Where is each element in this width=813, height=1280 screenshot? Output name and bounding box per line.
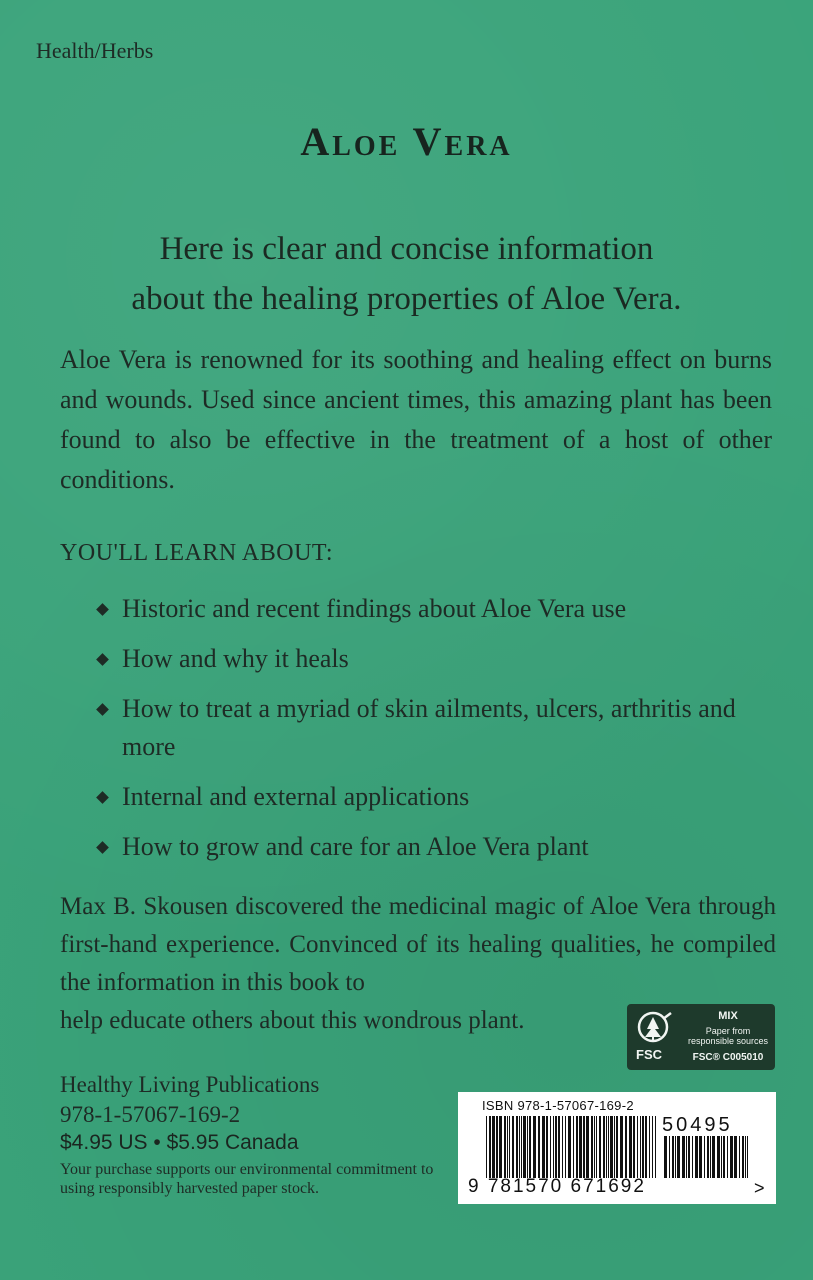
barcode-bar [521,1116,522,1178]
barcode-bar [594,1116,595,1178]
barcode-isbn-label: ISBN 978-1-57067-169-2 [482,1098,634,1113]
intro-tagline [40,224,773,324]
barcode-bar [672,1136,674,1178]
author-last-line: help educate others about this wondrous plant. [60,1007,525,1034]
barcode-bar [533,1116,536,1178]
barcode-bar [645,1116,647,1178]
environment-note: Your purchase supports our environmental commitment to using responsibly harvested paper stock. [60,1161,434,1197]
barcode-bar [695,1136,698,1178]
barcode-bar [625,1116,627,1178]
barcode-bar [562,1116,563,1178]
barcode-bar [555,1116,557,1178]
fsc-code: FSC® C005010 [692,1052,764,1063]
fsc-tree-logo-icon [633,1009,683,1065]
barcode-bar [504,1116,506,1178]
barcode-bar [591,1116,593,1178]
barcode-bar [573,1116,574,1178]
barcode-bar [747,1136,748,1178]
barcode-bar [606,1116,607,1178]
barcode-addon-bars [664,1136,748,1178]
barcode-bar [629,1116,632,1178]
barcode-bar [637,1116,638,1178]
barcode-bars [486,1116,656,1178]
learn-list-item [96,590,756,628]
learn-list-item [96,690,756,766]
barcode-bar [558,1116,560,1178]
barcode-bar [512,1116,514,1178]
learn-list [96,590,756,878]
barcode-bar [599,1116,601,1178]
barcode-bar [568,1116,571,1178]
barcode-bar [699,1136,702,1178]
barcode-bar [721,1136,722,1178]
intro-line-2: about the healing properties of Aloe Vera. [131,281,682,317]
barcode-bar [523,1116,526,1178]
barcode-bar [712,1136,715,1178]
barcode-bar [686,1136,687,1178]
barcode-bar [608,1116,609,1178]
learn-item-text: How and why it heals [122,644,349,673]
learn-heading: YOU'LL LEARN ABOUT: [60,540,334,566]
barcode-bar [704,1136,705,1178]
barcode-bar [734,1136,737,1178]
publisher-name: Healthy Living Publications [60,1072,320,1097]
barcode-bar [516,1116,518,1178]
barcode-bar [675,1136,676,1178]
barcode-bar [509,1116,510,1178]
author-text: Max B. Skousen discovered the medicinal magic of Aloe Vera through first-hand experience. Convinced of its healing qualities, he compiled the information in this book to [60,893,776,996]
price-label: $4.95 US • $5.95 Canada [60,1131,299,1154]
barcode-bar [620,1116,623,1178]
barcode-bar [576,1116,578,1178]
barcode-bar [707,1136,709,1178]
learn-item-text: How to grow and care for an Aloe Vera plant [122,832,589,861]
diamond-bullet-icon [96,841,109,854]
fsc-subtitle: Paper from responsible sources [687,1026,769,1046]
barcode-bar [499,1116,502,1178]
barcode-bar [579,1116,582,1178]
diamond-bullet-icon [96,791,109,804]
barcode-bar [723,1136,725,1178]
barcode-bar [669,1136,670,1178]
barcode-bar [642,1116,644,1178]
barcode-bar [717,1136,720,1178]
category-label: Health/Herbs [36,38,154,63]
barcode-bar [492,1116,495,1178]
barcode-bar [565,1116,566,1178]
barcode-bar [550,1116,551,1178]
barcode-bar [616,1116,618,1178]
publisher-isbn: 978-1-57067-169-2 [60,1102,241,1127]
barcode-bar [542,1116,545,1178]
barcode-bar [486,1116,487,1178]
description-paragraph: Aloe Vera is renowned for its soothing and healing effect on burns and wounds. Used since ancient times, this amazing plant has been found to also be effective in the treatment of a host of other conditions. [60,345,772,494]
barcode-bar [745,1136,746,1178]
barcode-bar [682,1136,685,1178]
barcode-digits: 9 781570 671692 [468,1176,646,1197]
barcode-bar [529,1116,531,1178]
barcode-bar [677,1136,680,1178]
intro-line-1: Here is clear and concise information [159,231,654,267]
learn-item-text: Internal and external applications [122,782,470,811]
barcode-bar [727,1136,728,1178]
fsc-mix-label: MIX [718,1010,738,1022]
barcode-bar [603,1116,605,1178]
publisher-block [60,1070,319,1130]
barcode-bar [730,1136,733,1178]
barcode-bar [610,1116,613,1178]
barcode-addon-digits: 50495 [662,1114,733,1136]
barcode-bar [538,1116,540,1178]
learn-list-item [96,640,756,678]
barcode-bar [527,1116,528,1178]
diamond-bullet-icon [96,653,109,666]
barcode-bar [692,1136,693,1178]
barcode-bar [710,1136,711,1178]
barcode-bar [489,1116,491,1178]
barcode-bar [614,1116,615,1178]
learn-item-text: How to treat a myriad of skin ailments, ulcers, arthritis and more [122,694,736,761]
barcode-bar [553,1116,554,1178]
barcode-bar [652,1116,653,1178]
barcode-bar [640,1116,641,1178]
barcode-bar [742,1136,744,1178]
barcode-bar [507,1116,508,1178]
barcode-box [458,1092,776,1204]
barcode-bar [519,1116,520,1178]
learn-list-item [96,828,756,866]
barcode-bar [596,1116,597,1178]
fsc-badge [627,1004,775,1070]
barcode-bar [664,1136,667,1178]
book-title: Aloe Vera [300,119,513,164]
learn-list-item [96,778,756,816]
barcode-bar [688,1136,690,1178]
barcode-bar [633,1116,635,1178]
barcode-bar [649,1116,650,1178]
barcode-bar [655,1116,656,1178]
barcode-bar [496,1116,498,1178]
diamond-bullet-icon [96,703,109,716]
barcode-bar [586,1116,589,1178]
barcode-bar [546,1116,548,1178]
barcode-bar [739,1136,740,1178]
diamond-bullet-icon [96,603,109,616]
barcode-arrow: > [754,1178,765,1198]
learn-item-text: Historic and recent findings about Aloe Vera use [122,594,627,623]
fsc-logo-text: FSC [636,1047,662,1062]
barcode-bar [583,1116,585,1178]
